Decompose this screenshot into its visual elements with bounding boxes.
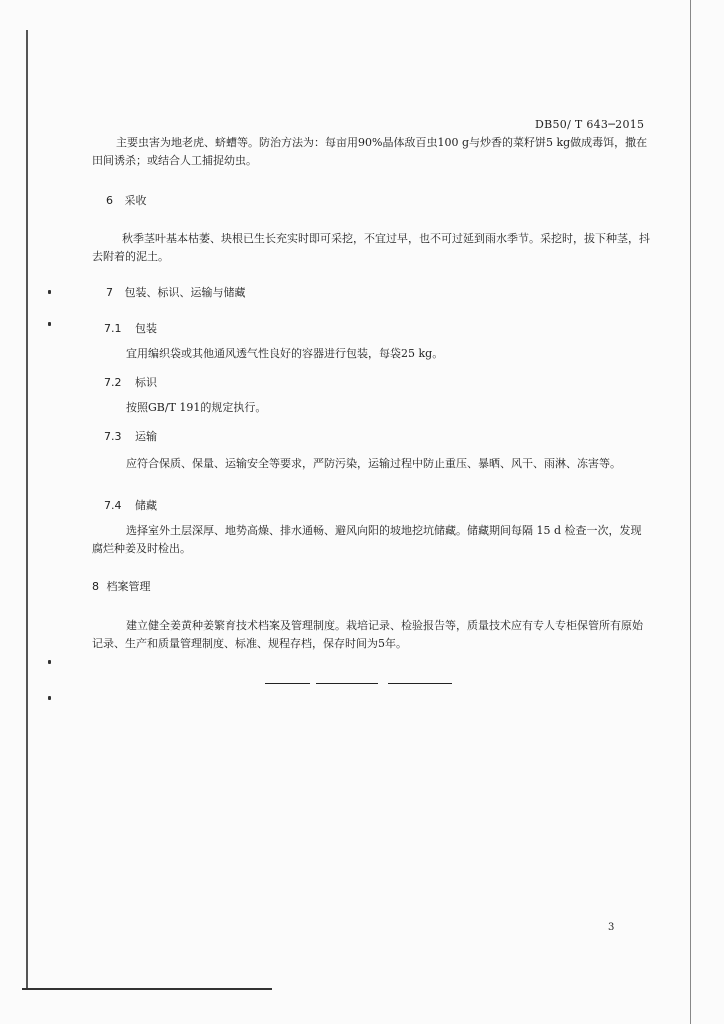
section-number: 6: [106, 194, 113, 207]
section-title: 档案管理: [106, 580, 151, 593]
section-number: 7.2: [104, 376, 122, 389]
section-title: 储藏: [135, 499, 157, 512]
section-7-1-heading: [104, 320, 157, 336]
page-number: 3: [608, 922, 615, 933]
section-7-4-heading: [104, 497, 157, 513]
scan-speck: [48, 290, 51, 294]
section-title: 采收: [124, 194, 147, 207]
section-title: 包装: [135, 322, 157, 335]
scan-speck: [48, 322, 51, 326]
section-7-1-body: 宜用编织袋或其他通风透气性良好的容器进行包装，每袋25 kg。: [126, 347, 444, 360]
section-title: 标识: [135, 376, 157, 389]
scan-edge-bottom: [22, 988, 272, 990]
section-title: 运输: [135, 430, 157, 443]
end-rule: [316, 683, 378, 684]
scan-edge-right: [690, 0, 691, 1024]
section-number: 7: [106, 286, 113, 299]
intro-paragraph: 主要虫害为地老虎、蛴螬等。防治方法为：每亩用90%晶体敌百虫100 g与炒香的菜籽饼5 kg做成毒饵，撒在田间诱杀；或结合人工捕捉幼虫。: [92, 136, 648, 167]
section-number: 7.4: [104, 499, 122, 512]
section-number: 7.1: [104, 322, 122, 335]
section-number: 7.3: [104, 430, 122, 443]
scan-speck: [48, 696, 51, 700]
section-7-3-heading: [104, 428, 157, 444]
section-7-3-body: 应符合保质、保量、运输安全等要求，严防污染，运输过程中防止重压、暴晒、风干、雨淋、冻害等。: [126, 457, 621, 470]
section-7-heading: [106, 284, 246, 300]
section-title: 包装、标识、运输与储藏: [124, 286, 246, 299]
document-code-header: DB50/ T 643─2015: [535, 118, 645, 131]
section-8-body: 建立健全姜黄种姜繁育技术档案及管理制度。栽培记录、检验报告等，质量技术应有专人专柜保管所有原始记录、生产和质量管理制度、标准、规程存档，保存时间为5年。: [92, 619, 643, 650]
scan-edge-left: [26, 30, 28, 990]
section-7-4-body: 选择室外土层深厚、地势高燥、排水通畅、避风向阳的坡地挖坑储藏。储藏期间每隔 15 d 检查一次，发现腐烂种姜及时检出。: [92, 524, 642, 555]
scan-speck: [48, 660, 51, 664]
section-6-body: 秋季茎叶基本枯萎、块根已生长充实时即可采挖，不宜过早，也不可过延到雨水季节。采挖时，拔下种茎，抖去附着的泥土。: [92, 232, 650, 263]
section-7-2-body: 按照GB/T 191的规定执行。: [126, 401, 267, 414]
section-number: 8: [92, 580, 99, 593]
section-7-2-heading: [104, 374, 157, 390]
section-6-heading: [106, 192, 147, 208]
end-rule: [265, 683, 310, 684]
end-rule: [388, 683, 452, 684]
section-8-heading: [92, 578, 151, 594]
